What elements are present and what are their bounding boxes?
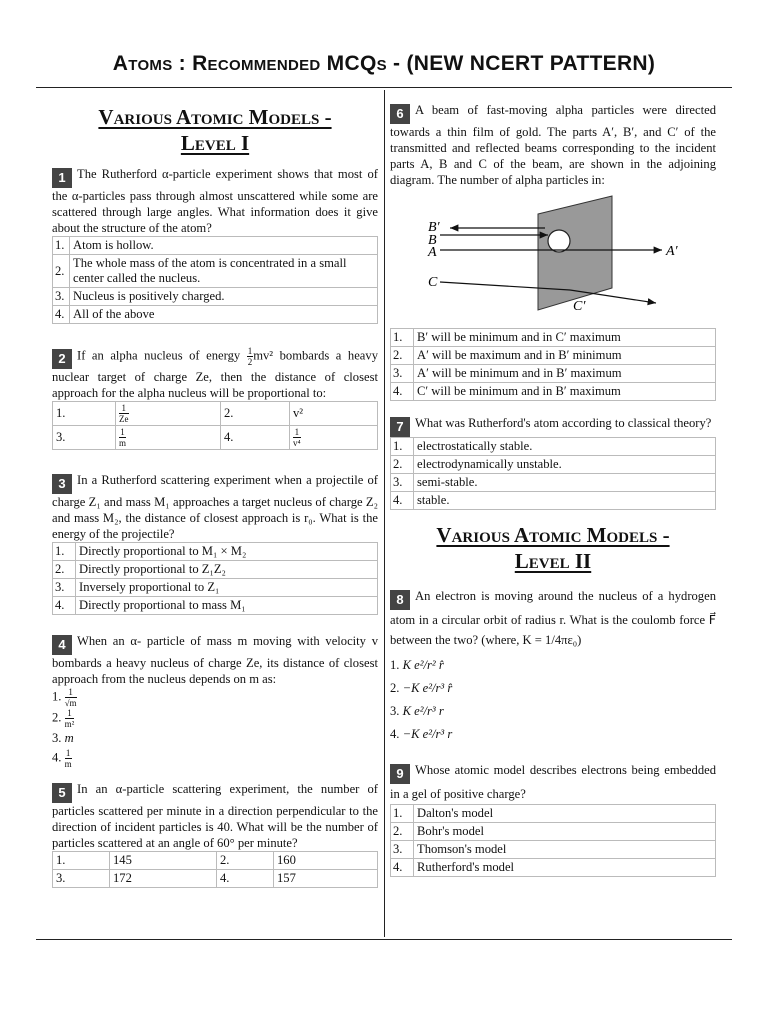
options-table [390, 437, 716, 510]
option-text: The whole mass of the atom is concentrated in a small center called the nucleus. [70, 255, 378, 288]
option-row[interactable] [53, 579, 378, 597]
option-row[interactable]: 1. $\frac{1}{Ze}$ 2. v² [53, 402, 378, 426]
label-a: A [428, 245, 437, 260]
option-row[interactable] [53, 543, 378, 561]
column-divider [384, 90, 385, 937]
option-row[interactable] [391, 383, 716, 401]
question-8 [390, 586, 716, 746]
options-table [52, 542, 378, 615]
option-text: B′ will be minimum and in C′ maximum [414, 329, 716, 347]
option-text: Directly proportional to mass M₁ [76, 597, 378, 615]
question-text: The Rutherford α-particle experiment shows that most of the α-particles pass through almost unscattered while some are scattered through large angles. What information does it give about the structure of the atom? [52, 167, 378, 235]
option-text: C′ will be minimum and in B′ maximum [414, 383, 716, 401]
question-1 [52, 166, 378, 324]
option-row[interactable] [391, 859, 716, 877]
question-7 [390, 415, 716, 510]
question-text: In a Rutherford scattering experiment when a projectile of charge Z₁ and mass M₁ approaches a target nucleus of charge Z₂ and mass M₂, the distance of closest approach is r₀. What is the energy of the projectile? [52, 473, 378, 542]
option-text: Thomson's model [414, 841, 716, 859]
question-number: 1 [52, 168, 72, 188]
options-table [390, 804, 716, 877]
nucleus [548, 230, 570, 252]
question-number: 6 [390, 104, 410, 124]
option-1[interactable]: 1. K e²/r² r̂ [390, 658, 444, 672]
question-number: 9 [390, 764, 410, 784]
option-text: electrostatically stable. [414, 438, 716, 456]
option-3[interactable]: 3. m [52, 731, 74, 746]
option-row[interactable] [53, 237, 378, 255]
option-row[interactable] [53, 306, 378, 324]
header-rule [36, 87, 732, 88]
question-number: 4 [52, 635, 72, 655]
label-c-prime: C′ [573, 299, 586, 314]
option-number: 4. [391, 383, 414, 401]
option-text: Inversely proportional to Z₁ [76, 579, 378, 597]
option-row[interactable]: 3. 172 4. 157 [53, 870, 378, 888]
option-number: 3. [53, 288, 70, 306]
option-row[interactable] [391, 841, 716, 859]
option-text: Nucleus is positively charged. [70, 288, 378, 306]
option-number: 2. [391, 823, 414, 841]
option-text: Bohr's model [414, 823, 716, 841]
option-number: 4. [53, 306, 70, 324]
option-1-value: 145 [110, 852, 217, 870]
option-number: 2. [391, 456, 414, 474]
option-3-value: $\frac{1}{m}$ [119, 427, 127, 449]
question-text: In an α-particle scattering experiment, the number of particles scattered per minute in a direction perpendicular to the direction of incident particles is 40. What will be the number of particles scattered at an angle of 60° per minute? [52, 782, 378, 851]
option-number: 2. [391, 347, 414, 365]
scattering-diagram [390, 188, 716, 328]
option-2[interactable]: 2. $\frac{1}{\text{m²}}$ [52, 708, 75, 730]
label-b-prime: B′ [428, 220, 440, 235]
option-text: stable. [414, 492, 716, 510]
footer-rule [36, 939, 732, 940]
option-text: Directly proportional to Z₁Z₂ [76, 561, 378, 579]
option-number: 4. [391, 859, 414, 877]
option-1-value: $\frac{1}{Ze}$ [119, 403, 129, 425]
option-3-value: 172 [110, 870, 217, 888]
option-row[interactable] [53, 255, 378, 288]
option-text: Dalton's model [414, 805, 716, 823]
question-9 [390, 760, 716, 877]
option-4[interactable]: 4. −K e²/r³ r⃗ [390, 727, 463, 741]
option-row[interactable] [391, 805, 716, 823]
question-text: Whose atomic model describes electrons being embedded in a gel of positive charge? [390, 763, 716, 801]
option-text: A′ will be maximum and in B′ minimum [414, 347, 716, 365]
option-row[interactable]: 3. $\frac{1}{m}$ 4. $\frac{1}{\text{v⁴}}$ [53, 426, 378, 450]
question-5 [52, 781, 378, 888]
option-text: Directly proportional to M₁ × M₂ [76, 543, 378, 561]
option-row[interactable] [391, 329, 716, 347]
option-2-value: v² [290, 402, 378, 426]
option-row[interactable] [391, 347, 716, 365]
option-number: 1. [391, 329, 414, 347]
option-row[interactable] [53, 561, 378, 579]
page-title [0, 52, 768, 76]
question-4 [52, 633, 378, 769]
option-number: 4. [53, 597, 76, 615]
gold-film [538, 196, 612, 310]
options-table [390, 328, 716, 401]
option-4-value: $\frac{1}{\text{v⁴}}$ [293, 427, 301, 449]
option-row[interactable] [391, 456, 716, 474]
option-4[interactable]: 4. $\frac{1}{m}$ [52, 748, 72, 770]
option-number: 2. [53, 255, 70, 288]
option-1[interactable]: 1. $\frac{1}{√m}$ [52, 687, 77, 709]
option-row[interactable] [53, 288, 378, 306]
option-number: 3. [391, 474, 414, 492]
option-2[interactable]: 2. −K e²/r³ r̂ [390, 681, 453, 695]
options-table [52, 401, 378, 450]
option-number: 3. [391, 365, 414, 383]
question-2: 2 If an alpha nucleus of energy $\frac{1}{2}$ mv² bombards a heavy nuclear target of charge Ze, then the distance of closest approach for the alpha nucleus will be proportional to: 1. $\frac{1}{Ze}$ 2. v² 3. $\frac{1}{m}$ 4. $\frac{1}{\text{v⁴}}$ [52, 346, 378, 449]
option-row[interactable] [391, 492, 716, 510]
option-number: 1. [53, 543, 76, 561]
option-number: 3. [391, 841, 414, 859]
option-number: 4. [391, 492, 414, 510]
option-4-value: 157 [274, 870, 378, 888]
question-text: What was Rutherford's atom according to classical theory? [415, 416, 712, 430]
question-number: 2 [52, 349, 72, 369]
option-row[interactable] [391, 474, 716, 492]
option-text: A′ will be minimum and in B′ maximum [414, 365, 716, 383]
question-number: 3 [52, 474, 72, 494]
section-title-level1: Various Atomic Models - Level I [98, 105, 332, 155]
label-a-prime: A′ [666, 244, 678, 259]
question-number: 7 [390, 417, 410, 437]
option-number: 3. [53, 579, 76, 597]
question-3 [52, 472, 378, 615]
option-number: 2. [53, 561, 76, 579]
fraction: $\frac{1}{2}$ [247, 346, 253, 367]
label-b: B [428, 233, 437, 248]
question-6 [390, 102, 716, 401]
option-row[interactable] [391, 438, 716, 456]
options-table [52, 851, 378, 888]
question-number: 8 [390, 590, 410, 610]
option-row[interactable] [391, 823, 716, 841]
question-text: A beam of fast-moving alpha particles were directed towards a thin film of gold. The parts A′, B′, and C′ of the transmitted and reflected beams corresponding to the incident parts A, B and C of the beam, are shown in the adjoining diagram. The number of alpha particles in: [390, 103, 716, 187]
question-text: When an α- particle of mass m moving with velocity v bombards a heavy nucleus of charge Ze, its distance of closest approach from the nucleus depends on m as: [52, 634, 378, 687]
option-row[interactable]: 1. 145 2. 160 [53, 852, 378, 870]
options-table [52, 236, 378, 324]
option-number: 1. [391, 805, 414, 823]
option-number: 1. [53, 237, 70, 255]
section-title-level2: Various Atomic Models - Level II [436, 523, 670, 573]
question-number: 5 [52, 783, 72, 803]
options-list [390, 654, 716, 746]
right-column [390, 96, 716, 877]
page-title-main: Atoms : Recommended MCQs [112, 52, 387, 75]
option-2-value: 160 [274, 852, 378, 870]
option-text: Atom is hollow. [70, 237, 378, 255]
left-column [52, 96, 378, 888]
option-row[interactable] [391, 365, 716, 383]
option-text: electrodynamically unstable. [414, 456, 716, 474]
question-text: An electron is moving around the nucleus of a hydrogen atom in a circular orbit of radius r. What is the coulomb force F⃗ between the two? (where, K = 1/4πε₀) [390, 589, 716, 647]
label-c: C [428, 275, 438, 290]
option-3[interactable]: 3. K e²/r³ r⃗ [390, 704, 454, 718]
option-text: Rutherford's model [414, 859, 716, 877]
page-title-suffix: - (NEW NCERT PATTERN) [386, 52, 656, 75]
option-row[interactable] [53, 597, 378, 615]
option-number: 1. [391, 438, 414, 456]
option-text: semi-stable. [414, 474, 716, 492]
option-text: All of the above [70, 306, 378, 324]
